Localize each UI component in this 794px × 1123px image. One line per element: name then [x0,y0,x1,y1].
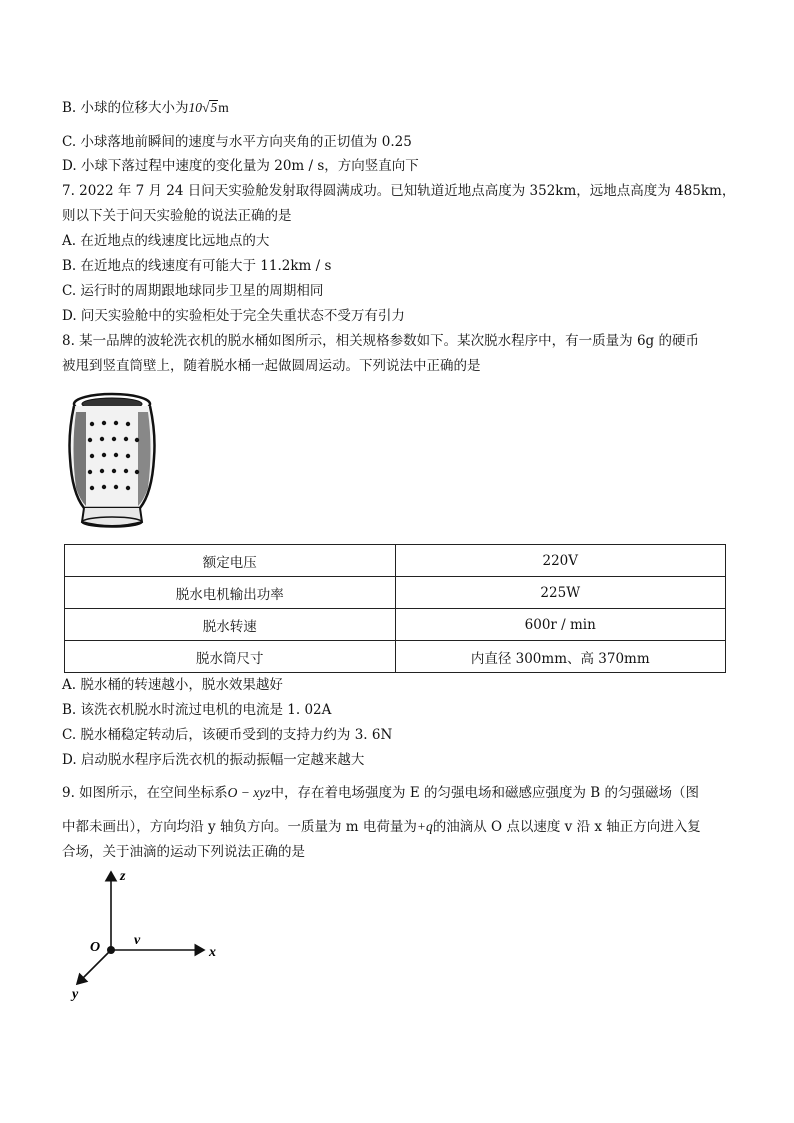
charge-symbol: +q [416,819,433,834]
q9-stem-line3: 合场，关于油滴的运动下列说法正确的是 [62,844,305,860]
q8-option-a: A. 脱水桶的转速越小，脱水效果越好 [62,677,283,693]
q8-option-b: B. 该洗衣机脱水时流过电机的电流是 1. 02A [62,702,332,718]
y-axis [77,950,111,984]
q7-stem-line1: 7. 2022 年 7 月 24 日问天实验舱发射取得圆满成功。已知轨道近地点高度为 352km，远地点高度为 485km， [62,183,736,199]
spec-name-cell: 脱水转速 [65,609,396,641]
spec-name-cell: 额定电压 [65,545,396,577]
spec-value-cell: 600r / min [395,609,726,641]
q8-stem-line2: 被甩到竖直筒壁上，随着脱水桶一起做圆周运动。下列说法中正确的是 [62,358,481,374]
q7-option-a: A. 在近地点的线速度比远地点的大 [62,233,270,249]
spec-value-cell: 220V [395,545,726,577]
q6-option-c: C. 小球落地前瞬间的速度与水平方向夹角的正切值为 0.25 [62,134,412,150]
q8-option-c: C. 脱水桶稳定转动后，该硬币受到的支持力约为 3. 6N [62,727,393,743]
coordinate-axes-figure [62,864,242,1004]
spec-value-cell: 225W [395,577,726,609]
spec-table-row [65,609,726,641]
displacement-formula: 10√5m [188,100,229,115]
spec-table-row [65,577,726,609]
origin-label: O [90,940,101,955]
origin-point [107,946,115,954]
q8-stem-line1: 8. 某一品牌的波轮洗衣机的脱水桶如图所示，相关规格参数如下。某次脱水程序中，有一质量为 6g 的硬币 [62,333,699,349]
q6-option-b: B. 小球的位移大小为10√5m [62,100,229,116]
q9-stem-line2: 中都未画出），方向均沿 y 轴负方向。一质量为 m 电荷量为+q的油滴从 O 点以速度 v 沿 x 轴正方向进入复 [62,819,701,835]
spec-value-cell: 内直径 300mm、高 370mm [395,641,726,673]
q7-option-d: D. 问天实验舱中的实验柜处于完全失重状态不受万有引力 [62,308,405,324]
y-label: y [72,987,79,1002]
spec-table-row [65,545,726,577]
spec-name-cell: 脱水电机输出功率 [65,577,396,609]
coordinate-system-symbol: O − xyz [227,785,271,800]
q8-option-d: D. 启动脱水程序后洗衣机的振动振幅一定越来越大 [62,752,365,768]
q9-stem-line1: 9. 如图所示，在空间坐标系O − xyz中，存在着电场强度为 E 的匀强电场和磁感应强度为 B 的匀强磁场（图 [62,785,699,801]
spec-table-row [65,641,726,673]
q7-option-b: B. 在近地点的线速度有可能大于 11.2km / s [62,258,332,274]
q7-option-c: C. 运行时的周期跟地球同步卫星的周期相同 [62,283,324,299]
q6-option-d: D. 小球下落过程中速度的变化量为 20m / s，方向竖直向下 [62,158,419,174]
spec-table [64,544,726,673]
spec-name-cell: 脱水筒尺寸 [65,641,396,673]
z-label: z [120,869,126,884]
velocity-label: v [134,933,141,948]
q7-stem-line2: 则以下关于问天实验舱的说法正确的是 [62,208,292,224]
x-label: x [209,945,216,960]
spin-drum-figure [62,388,162,533]
